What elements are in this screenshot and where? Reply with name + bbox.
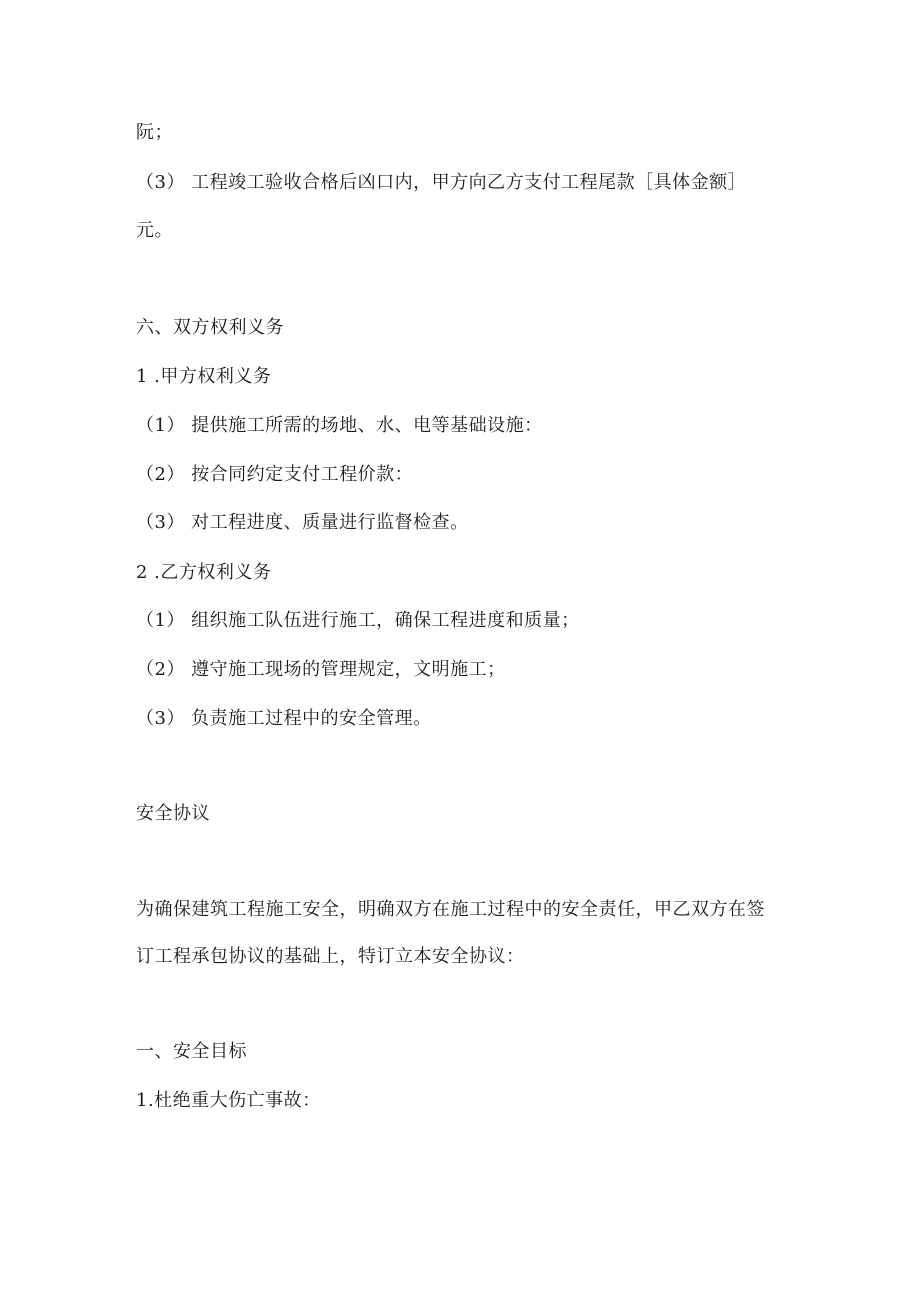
text-line-2: （3） 工程竣工验收合格后凶口内，甲方向乙方支付工程尾款［具体金额］ — [136, 172, 747, 193]
subheading-party-b: 2 .乙方权利义务 — [136, 562, 272, 583]
paragraph-line-1: 为确保建筑工程施工安全，明确双方在施工过程中的安全责任，甲乙双方在签 — [136, 899, 765, 920]
goal-item-1: 1.杜绝重大伤亡事故： — [136, 1090, 321, 1111]
list-item-b2: （2） 遵守施工现场的管理规定，文明施工； — [136, 659, 506, 680]
list-item-a1: （1） 提供施工所需的场地、水、电等基础设施： — [136, 415, 543, 436]
text-line-3: 元。 — [136, 220, 173, 241]
section-heading-goal: 一、安全目标 — [136, 1041, 247, 1062]
list-item-a2: （2） 按合同约定支付工程价款： — [136, 464, 414, 485]
list-item-b3: （3） 负责施工过程中的安全管理。 — [136, 708, 432, 729]
list-item-b1: （1） 组织施工队伍进行施工，确保工程进度和质量； — [136, 610, 580, 631]
paragraph-line-2: 订工程承包协议的基础上，特订立本安全协议： — [136, 946, 525, 967]
document-title-safety: 安全协议 — [136, 803, 210, 824]
list-item-a3: （3） 对工程进度、质量进行监督检查。 — [136, 512, 469, 533]
text-line-1: 阮； — [136, 122, 173, 143]
section-heading-rights: 六、双方权利义务 — [136, 317, 284, 338]
subheading-party-a: 1 .甲方权利义务 — [136, 366, 272, 387]
